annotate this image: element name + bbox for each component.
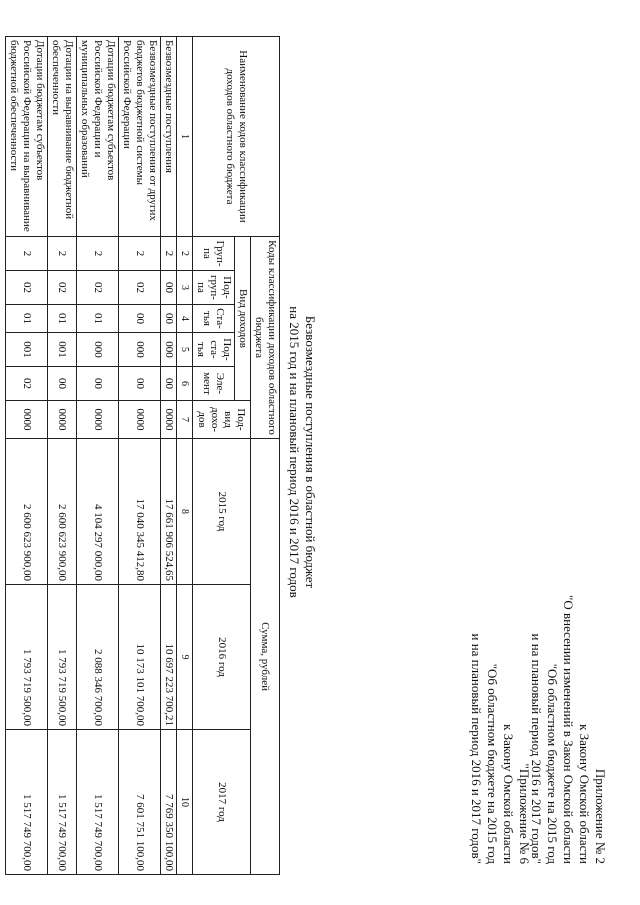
code-article: 01 xyxy=(6,305,48,333)
appendix-6-line: "Приложение № 6 xyxy=(517,763,532,864)
sum-2016: 2 088 346 700,00 xyxy=(77,585,119,730)
code-element: 00 xyxy=(119,367,161,401)
code-group: 2 xyxy=(77,237,119,271)
code-subarticle: 000 xyxy=(161,333,177,367)
code-subarticle: 000 xyxy=(77,333,119,367)
code-subarticle: 001 xyxy=(6,333,48,367)
sum-2017: 7 769 350 100,00 xyxy=(161,730,177,875)
code-subgroup: 02 xyxy=(48,271,77,305)
appendix-6-line: и на плановый период 2016 и 2017 годов" xyxy=(469,633,484,864)
header-codes-cell: Коды классификации доходов областного бюджета xyxy=(251,237,280,439)
index-cell: 8 xyxy=(177,439,193,585)
code-element: 02 xyxy=(6,367,48,401)
index-cell: 9 xyxy=(177,585,193,730)
table-row xyxy=(6,37,48,875)
header-subarticle-cell: Под- ста- тья xyxy=(193,333,235,367)
index-cell: 6 xyxy=(177,367,193,401)
header-group-cell: Груп- па xyxy=(193,237,235,271)
code-subarticle: 001 xyxy=(48,333,77,367)
code-article: 01 xyxy=(77,305,119,333)
header-kind-cell: Вид доходов xyxy=(235,237,251,401)
appendix-6-line: к Закону Омской области xyxy=(501,724,516,864)
sum-2017: 1 517 749 700,00 xyxy=(77,730,119,875)
header-2017-cell: 2017 год xyxy=(193,730,251,875)
code-element: 00 xyxy=(77,367,119,401)
code-element: 00 xyxy=(161,367,177,401)
row-name: Дотации бюджетам субъектов Российской Федерации на выравнивание бюджетной обеспеченности xyxy=(6,37,48,237)
table-row xyxy=(77,37,119,875)
code-subgroup: 02 xyxy=(119,271,161,305)
code-group: 2 xyxy=(48,237,77,271)
sum-2016: 1 793 719 500,00 xyxy=(6,585,48,730)
index-cell: 4 xyxy=(177,305,193,333)
sum-2015: 17 661 906 524,65 xyxy=(161,439,177,585)
index-cell: 7 xyxy=(177,401,193,439)
appendix-2-header xyxy=(528,444,608,864)
code-article: 00 xyxy=(119,305,161,333)
appendix-2-line: и на плановый период 2016 и 2017 годов" xyxy=(529,633,544,864)
appendix-2-line: "О внесении изменений в Закон Омской области xyxy=(561,595,576,864)
table-row xyxy=(48,37,77,875)
code-subkind: 0000 xyxy=(77,401,119,439)
code-article: 00 xyxy=(161,305,177,333)
code-subkind: 0000 xyxy=(48,401,77,439)
table-row xyxy=(119,37,161,875)
revenue-table xyxy=(5,36,280,875)
header-article-cell: Ста- тья xyxy=(193,305,235,333)
index-cell: 3 xyxy=(177,271,193,305)
row-name: Дотации на выравнивание бюджетной обеспеченности xyxy=(48,37,77,237)
row-name: Дотации бюджетам субъектов Российской Федерации и муниципальных образований xyxy=(77,37,119,237)
document-title xyxy=(286,12,318,892)
code-subkind: 0000 xyxy=(119,401,161,439)
row-name: Безвозмездные поступления от других бюджетов бюджетной системы Российской Федерации xyxy=(119,37,161,237)
index-cell: 1 xyxy=(177,37,193,237)
header-element-cell: Эле- мент xyxy=(193,367,235,401)
row-name: Безвозмездные поступления xyxy=(161,37,177,237)
index-cell: 2 xyxy=(177,237,193,271)
sum-2017: 1 517 749 700,00 xyxy=(48,730,77,875)
header-subkind-cell: Под- вид дохо- дов xyxy=(193,401,251,439)
code-article: 01 xyxy=(48,305,77,333)
index-cell: 10 xyxy=(177,730,193,875)
code-group: 2 xyxy=(161,237,177,271)
header-2015-cell: 2015 год xyxy=(193,439,251,585)
appendix-2-line: к Закону Омской области xyxy=(577,724,592,864)
header-2016-cell: 2016 год xyxy=(193,585,251,730)
appendix-2-line: "Об областном бюджете на 2015 год xyxy=(545,663,560,864)
header-name-cell: Наименование кодов классификации доходов областного бюджета xyxy=(193,37,280,237)
sum-2015: 2 600 623 900,00 xyxy=(48,439,77,585)
code-subgroup: 02 xyxy=(77,271,119,305)
code-group: 2 xyxy=(6,237,48,271)
code-subgroup: 00 xyxy=(161,271,177,305)
appendix-6-header xyxy=(468,444,532,864)
code-group: 2 xyxy=(119,237,161,271)
sum-2015: 17 040 345 412,80 xyxy=(119,439,161,585)
code-subgroup: 02 xyxy=(6,271,48,305)
sum-2016: 10 697 223 700,21 xyxy=(161,585,177,730)
code-subkind: 0000 xyxy=(161,401,177,439)
rotated-page xyxy=(10,12,630,892)
appendix-6-line: "Об областном бюджете на 2015 год xyxy=(485,663,500,864)
sum-2016: 1 793 719 500,00 xyxy=(48,585,77,730)
header-sum-cell: Сумма, рублей xyxy=(251,439,280,875)
index-cell: 5 xyxy=(177,333,193,367)
sum-2015: 2 600 623 900,00 xyxy=(6,439,48,585)
sum-2017: 1 517 749 700,00 xyxy=(6,730,48,875)
sum-2015: 4 104 297 000,00 xyxy=(77,439,119,585)
code-element: 00 xyxy=(48,367,77,401)
header-subgroup-cell: Под- груп- па xyxy=(193,271,235,305)
code-subkind: 0000 xyxy=(6,401,48,439)
title-line: на 2015 год и на плановый период 2016 и 2017 годов xyxy=(287,306,302,598)
sum-2017: 7 601 751 100,00 xyxy=(119,730,161,875)
table-row xyxy=(161,37,177,875)
title-line: Безвозмездные поступления в областной бюджет xyxy=(303,315,318,589)
appendix-2-line: Приложение № 2 xyxy=(593,768,608,864)
code-subarticle: 000 xyxy=(119,333,161,367)
sum-2016: 10 173 101 700,00 xyxy=(119,585,161,730)
